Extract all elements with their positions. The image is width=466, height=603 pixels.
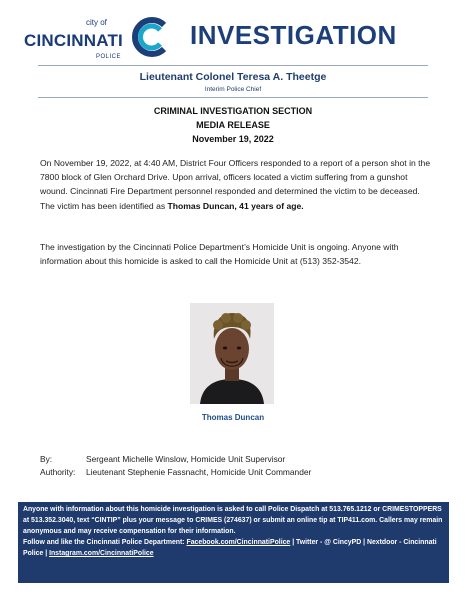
incident-text: On November 19, 2022, at 4:40 AM, District Four Officers responded to a report of a person shot in the 7800 block of Glen Orchard Drive. Upon arrival, officers located a victim suffering from a gunshot wound. Cincinnati Fire Department personnel responded and determined the victim to be deceased. The victim has been identified as bbox=[40, 158, 431, 211]
authority-label: Authority: bbox=[40, 467, 76, 477]
incident-paragraph bbox=[40, 156, 432, 213]
tip-footer bbox=[18, 502, 449, 583]
section-heading: CRIMINAL INVESTIGATION SECTION bbox=[153, 106, 313, 116]
cincinnati-police-logo bbox=[18, 14, 168, 64]
by-value: Sergeant Michelle Winslow, Homicide Unit Supervisor bbox=[86, 454, 286, 464]
by-label: By: bbox=[40, 454, 53, 464]
release-type: MEDIA RELEASE bbox=[196, 120, 270, 130]
byline bbox=[40, 453, 311, 479]
investigation-paragraph: The investigation by the Cincinnati Police Department’s Homicide Unit is ongoing. Anyone with information about this homicide is asked to call the Homicide Unit at (513) 352-3542. bbox=[40, 242, 399, 267]
c-swoosh-icon bbox=[130, 16, 172, 58]
header-divider-top bbox=[38, 65, 428, 66]
chief-title: Interim Police Chief bbox=[204, 86, 262, 93]
header-divider-bottom bbox=[38, 97, 428, 98]
footer-follow-text: Follow and like the Cincinnati Police Department: bbox=[23, 539, 187, 547]
portrait-image bbox=[190, 303, 274, 404]
footer-twitter-nextdoor: | Twitter - @ CincyPD | Nextdoor - Cincinnati Police | bbox=[23, 539, 437, 558]
logo-city-name: CINCINNATI bbox=[24, 31, 123, 50]
photo-caption: Thomas Duncan bbox=[201, 413, 265, 422]
logo-police: POLICE bbox=[96, 54, 122, 60]
page-title: INVESTIGATION bbox=[190, 20, 397, 50]
authority-value: Lieutenant Stephenie Fassnacht, Homicide Unit Commander bbox=[86, 467, 312, 477]
facebook-link[interactable]: Facebook.com/CincinnatiPolice bbox=[186, 539, 291, 547]
victim-photo bbox=[190, 303, 274, 404]
footer-social bbox=[23, 537, 444, 559]
victim-identity: Thomas Duncan, 41 years of age. bbox=[167, 200, 304, 211]
logo-city-of: city of bbox=[86, 18, 107, 27]
footer-tip-text: Anyone with information about this homicide investigation is asked to call Police Dispatch at 513.765.1212 or CRIMESTOPPERS at 513.352.3040, text “CINTIP” plus your message to CRIMES (274637) or submit an online tip at TIP411.com. Callers may remain anonymous and may receive compensation for their information. bbox=[23, 506, 443, 536]
instagram-link[interactable]: Instagram.com/CincinnatiPolice bbox=[49, 550, 154, 558]
chief-name: Lieutenant Colonel Teresa A. Theetge bbox=[139, 71, 327, 83]
release-date: November 19, 2022 bbox=[192, 134, 274, 144]
